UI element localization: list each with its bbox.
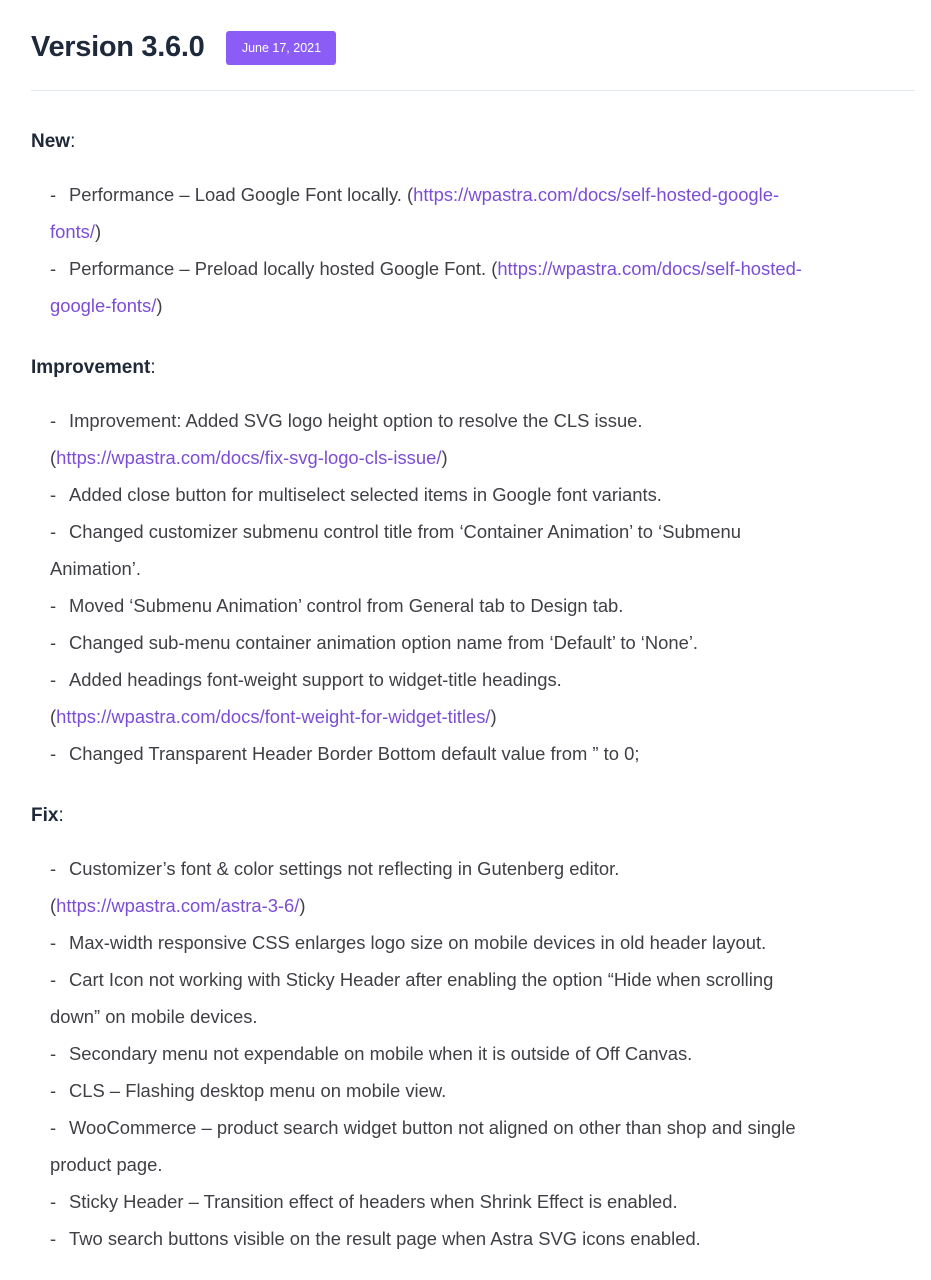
- dash-bullet: -: [50, 743, 57, 764]
- improvement-list: [31, 402, 901, 772]
- docs-link[interactable]: https://wpastra.com/docs/self-hosted- google-fonts/: [50, 258, 802, 316]
- docs-link[interactable]: https://wpastra.com/astra-3-6/: [56, 895, 300, 916]
- dash-bullet: -: [50, 484, 57, 505]
- section-title-fix: Fix:: [31, 805, 64, 826]
- dash-bullet: -: [50, 1191, 57, 1212]
- dash-bullet: -: [50, 1117, 57, 1138]
- dash-bullet: -: [50, 969, 57, 990]
- list-item: - Two search buttons visible on the result page when Astra SVG icons enabled.: [50, 1220, 901, 1257]
- list-item: - Moved ‘Submenu Animation’ control from General tab to Design tab.: [50, 587, 901, 624]
- dash-bullet: -: [50, 1043, 57, 1064]
- list-item: - Performance – Load Google Font locally. (https://wpastra.com/docs/self-hosted-google- fonts/): [50, 176, 901, 250]
- docs-link[interactable]: https://wpastra.com/docs/font-weight-for-widget-titles/: [56, 706, 491, 727]
- list-item: - Improvement: Added SVG logo height option to resolve the CLS issue. (https://wpastra.com/docs/fix-svg-logo-cls-issue/): [50, 402, 901, 476]
- section-title-new: New:: [31, 131, 76, 152]
- docs-link[interactable]: https://wpastra.com/docs/self-hosted-google- fonts/: [50, 184, 780, 242]
- section-new: [31, 130, 901, 324]
- list-item: - Customizer’s font & color settings not reflecting in Gutenberg editor. (https://wpastra.com/astra-3-6/): [50, 850, 901, 924]
- dash-bullet: -: [50, 932, 57, 953]
- fix-list: [31, 850, 901, 1257]
- section-improvement: [31, 356, 901, 772]
- list-item: - Performance – Preload locally hosted Google Font. (https://wpastra.com/docs/self-hosted- google-fonts/): [50, 250, 901, 324]
- dash-bullet: -: [50, 1228, 57, 1249]
- list-item: - Changed customizer submenu control title from ‘Container Animation’ to ‘Submenu Animation’.: [50, 513, 901, 587]
- dash-bullet: -: [50, 632, 57, 653]
- list-item: - Added headings font-weight support to widget-title headings. (https://wpastra.com/docs/font-weight-for-widget-titles/): [50, 661, 901, 735]
- version-header: [31, 29, 336, 65]
- dash-bullet: -: [50, 669, 57, 690]
- list-item: - Cart Icon not working with Sticky Header after enabling the option “Hide when scrolling down” on mobile devices.: [50, 961, 901, 1035]
- new-list: [31, 176, 901, 324]
- list-item: - Changed sub-menu container animation option name from ‘Default’ to ‘None’.: [50, 624, 901, 661]
- section-fix: [31, 804, 901, 1257]
- dash-bullet: -: [50, 258, 57, 279]
- version-title: Version 3.6.0: [31, 31, 205, 63]
- list-item: - Added close button for multiselect selected items in Google font variants.: [50, 476, 901, 513]
- docs-link[interactable]: https://wpastra.com/docs/fix-svg-logo-cls-issue/: [56, 447, 442, 468]
- dash-bullet: -: [50, 521, 57, 542]
- dash-bullet: -: [50, 858, 57, 879]
- list-item: - Max-width responsive CSS enlarges logo size on mobile devices in old header layout.: [50, 924, 901, 961]
- header-divider: [31, 90, 915, 91]
- list-item: - CLS – Flashing desktop menu on mobile view.: [50, 1072, 901, 1109]
- list-item: - Secondary menu not expendable on mobile when it is outside of Off Canvas.: [50, 1035, 901, 1072]
- list-item: - Changed Transparent Header Border Bottom default value from ” to 0;: [50, 735, 901, 772]
- section-title-improvement: Improvement:: [31, 357, 156, 378]
- dash-bullet: -: [50, 1080, 57, 1101]
- dash-bullet: -: [50, 595, 57, 616]
- dash-bullet: -: [50, 184, 57, 205]
- dash-bullet: -: [50, 410, 57, 431]
- list-item: - Sticky Header – Transition effect of headers when Shrink Effect is enabled.: [50, 1183, 901, 1220]
- release-date-badge: June 17, 2021: [226, 31, 336, 65]
- list-item: - WooCommerce – product search widget button not aligned on other than shop and single product page.: [50, 1109, 901, 1183]
